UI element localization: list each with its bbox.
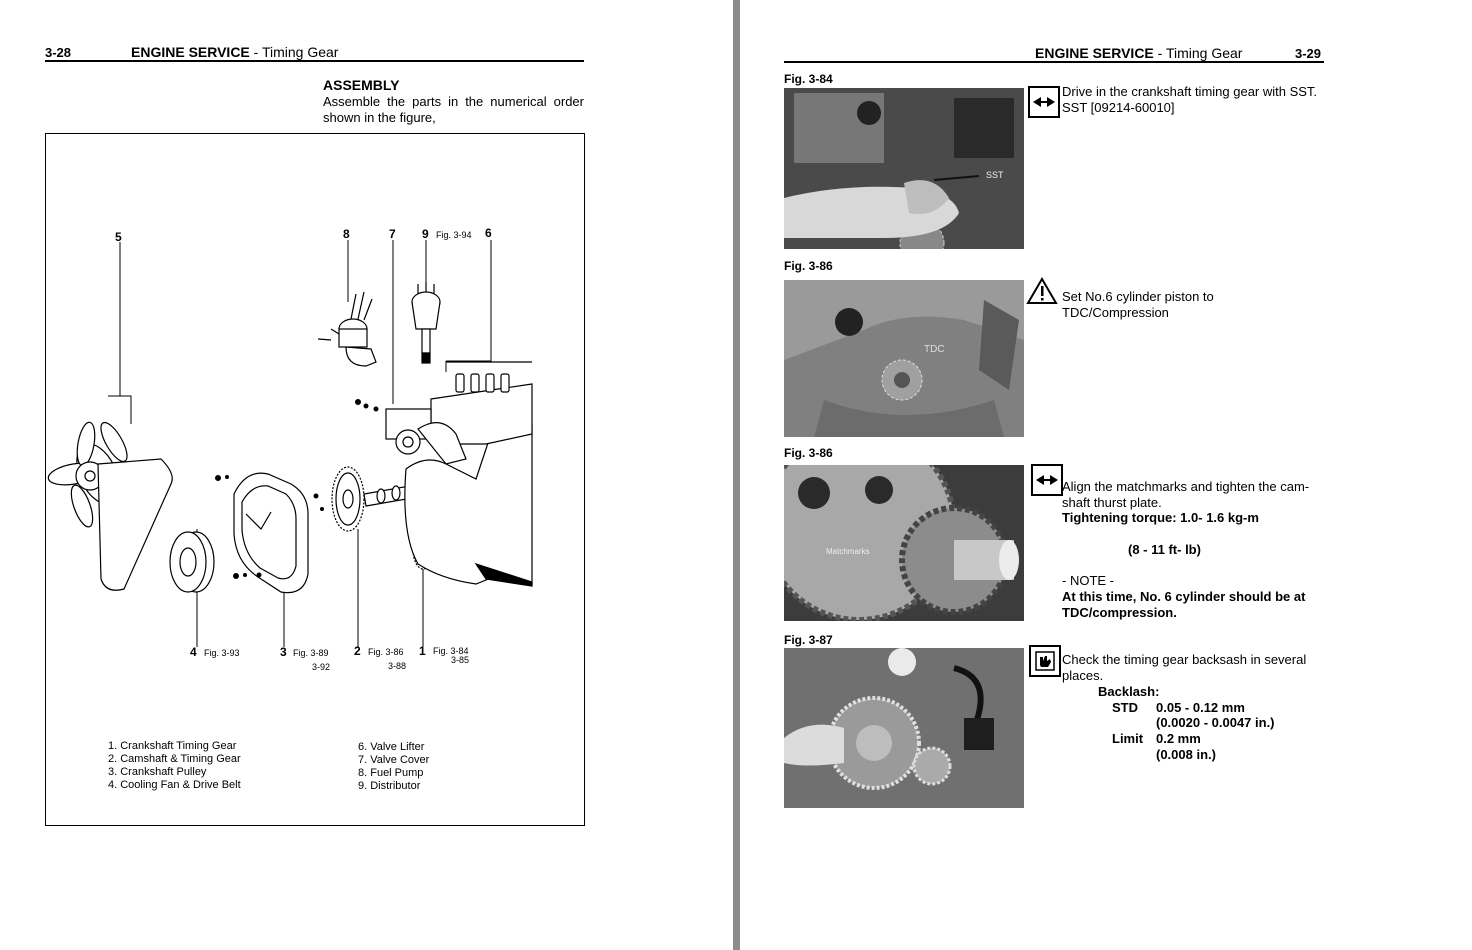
photo-annotation: Matchmarks	[826, 547, 870, 556]
callout-4: 4	[190, 645, 197, 659]
camshaft-matchmark-photo	[784, 465, 1024, 621]
callout-9-ref: Fig. 3-94	[436, 230, 472, 240]
left-page-header	[131, 44, 338, 60]
figure-photo	[784, 280, 1024, 437]
right-page	[740, 0, 1472, 950]
legend-right	[358, 741, 429, 793]
torque-spec: Tightening torque: 1.0- 1.6 kg-m	[1062, 510, 1259, 525]
right-page-number: 3-29	[1295, 46, 1322, 61]
photo-annotation: TDC	[924, 344, 945, 355]
instruction-line: Drive in the crankshaft timing gear with SST.	[1062, 84, 1318, 99]
callout-1-ref2: 3-85	[451, 655, 470, 665]
std-value-imperial: (0.0020 - 0.0047 in.)	[1156, 715, 1275, 730]
legend-item: 2. Camshaft & Timing Gear	[108, 753, 241, 765]
right-subsection-title: - Timing Gear	[1157, 45, 1243, 61]
callout-2: 2	[354, 644, 361, 658]
instruction-text	[1062, 479, 1324, 511]
figure-photo	[784, 88, 1024, 249]
right-header-rule	[784, 61, 1324, 63]
instruction-line: SST [09214-60010]	[1062, 100, 1175, 115]
instruction-text	[1062, 652, 1324, 684]
engine-block-drawing	[386, 362, 532, 586]
std-label: STD	[1112, 700, 1138, 715]
left-page-number: 3-28	[45, 45, 72, 60]
cooling-fan-drawing	[47, 419, 214, 592]
legend-item: 9. Distributor	[358, 780, 421, 792]
assembly-text: Assemble the parts in the numerical order shown in the figure,	[323, 94, 584, 125]
figure-label: Fig. 3-84	[784, 72, 833, 86]
instruction-line: shaft thurst plate.	[1062, 495, 1162, 510]
note-line: TDC/compression.	[1062, 605, 1177, 620]
instruction-line: Check the timing gear backsash in several	[1062, 652, 1307, 667]
limit-value: 0.2 mm	[1156, 731, 1201, 746]
callout-4-ref: Fig. 3-93	[204, 648, 240, 658]
callout-9: 9	[422, 227, 429, 241]
note-text	[1062, 589, 1324, 621]
warning-triangle-icon	[1026, 277, 1058, 305]
left-header-rule	[45, 60, 584, 62]
left-subsection-title: - Timing Gear	[253, 44, 339, 60]
callout-1-ref: Fig. 3-84	[433, 646, 469, 656]
assembly-title: ASSEMBLY	[323, 77, 400, 93]
exploded-diagram-frame	[45, 133, 585, 826]
legend-item: 6. Valve Lifter	[358, 741, 425, 753]
distributor-drawing	[412, 282, 440, 363]
figure-label: Fig. 3-87	[784, 633, 833, 647]
callout-3: 3	[280, 645, 287, 659]
press-fit-icon	[1031, 464, 1063, 496]
figure-photo	[784, 648, 1024, 808]
fuel-pump-drawing	[318, 292, 376, 366]
limit-value-imperial: (0.008 in.)	[1156, 747, 1216, 762]
press-fit-icon	[1028, 86, 1060, 118]
instruction-text	[1062, 84, 1324, 116]
callout-5: 5	[115, 230, 122, 244]
legend-item: 4. Cooling Fan & Drive Belt	[108, 779, 241, 791]
right-section-title: ENGINE SERVICE	[1035, 45, 1154, 61]
legend-item: 8. Fuel Pump	[358, 767, 424, 779]
backlash-label: Backlash:	[1098, 684, 1160, 699]
torque-spec-imperial: (8 - 11 ft- lb)	[1128, 542, 1201, 557]
right-page-header	[1035, 45, 1242, 61]
left-section-title: ENGINE SERVICE	[131, 44, 250, 60]
photo-annotation: SST	[986, 170, 1004, 180]
callout-3-ref2: 3-92	[312, 662, 331, 672]
callout-8: 8	[343, 227, 350, 241]
std-value: 0.05 - 0.12 mm	[1156, 700, 1245, 715]
hand-check-icon	[1029, 645, 1061, 677]
limit-label: Limit	[1112, 731, 1144, 746]
legend-item: 1. Crankshaft Timing Gear	[108, 740, 237, 752]
note-line: At this time, No. 6 cylinder should be at	[1062, 589, 1306, 604]
left-page	[0, 0, 733, 950]
callout-2-ref2: 3-88	[388, 661, 407, 671]
instruction-line: Set No.6 cylinder piston to TDC/Compression	[1062, 289, 1214, 320]
tdc-photo	[784, 280, 1024, 437]
backlash-check-photo	[784, 648, 1024, 808]
exploded-diagram	[46, 134, 584, 825]
instruction-line: places.	[1062, 668, 1104, 683]
figure-label: Fig. 3-86	[784, 259, 833, 273]
note-title: - NOTE -	[1062, 573, 1114, 588]
figure-photo	[784, 465, 1024, 621]
callout-6: 6	[485, 226, 492, 240]
callout-2-ref: Fig. 3-86	[368, 647, 404, 657]
callout-3-ref: Fig. 3-89	[293, 648, 329, 658]
legend-item: 3. Crankshaft Pulley	[108, 766, 207, 778]
figure-label: Fig. 3-86	[784, 446, 833, 460]
crankshaft-gear-photo	[784, 88, 1024, 249]
instruction-line: Align the matchmarks and tighten the cam-	[1062, 479, 1310, 494]
legend-item: 7. Valve Cover	[358, 754, 430, 766]
callout-7: 7	[389, 227, 396, 241]
legend-left	[108, 740, 241, 792]
callout-1: 1	[419, 644, 426, 658]
